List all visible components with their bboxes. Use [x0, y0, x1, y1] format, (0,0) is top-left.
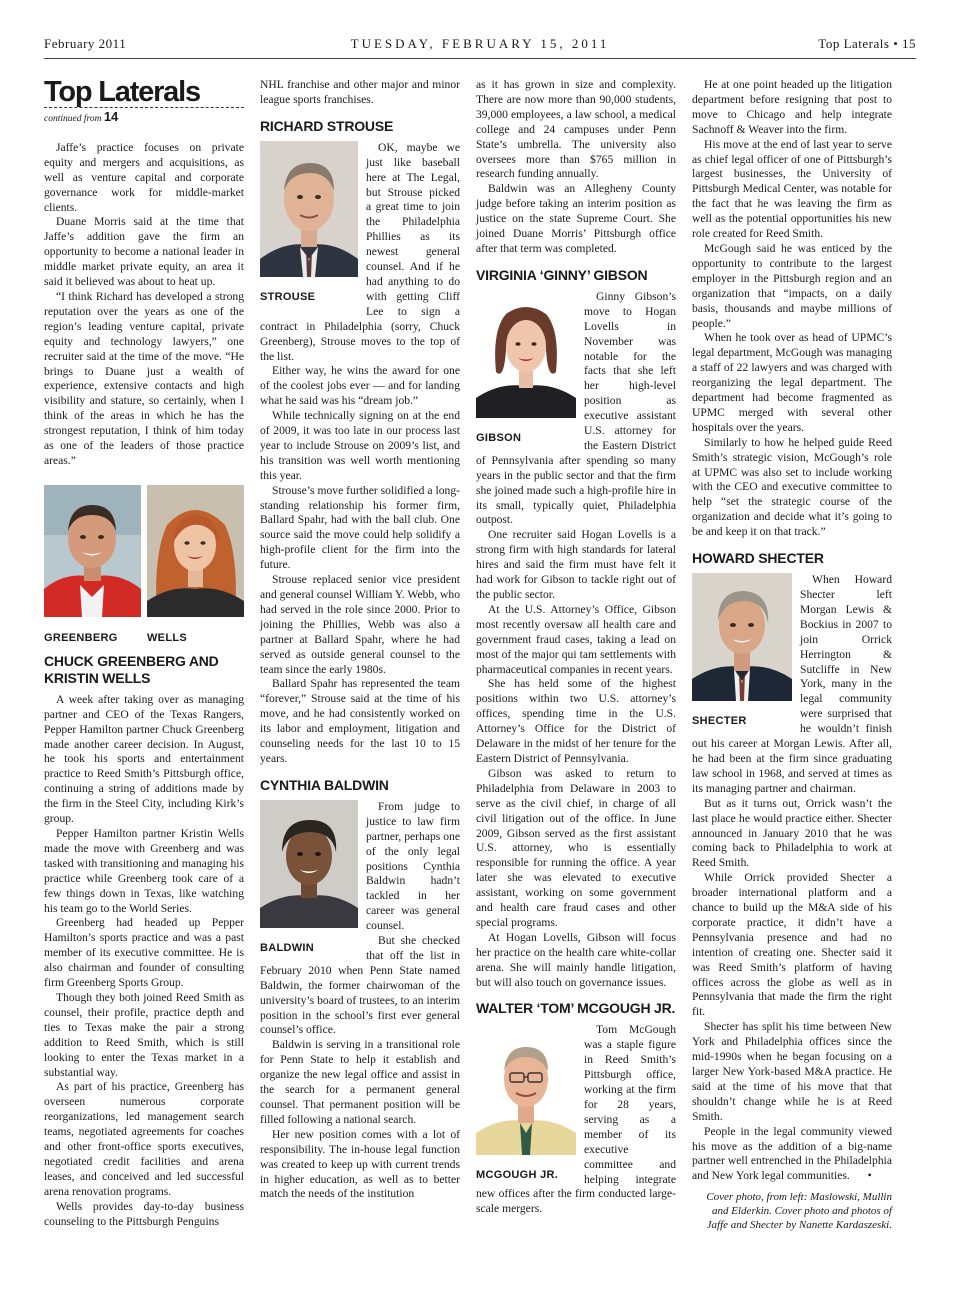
paragraph: While Orrick provided Shecter a broader international platform and a chance to build up the M&A side of his corporate practice, it didn’t have a Pennsylvania presence and had no intention of creating one. Shecter said it was Reed Smith’s platform of having offices across the globe as well as in Pennsylvania that made the firm the right fit. [692, 871, 892, 1019]
paragraph: But she checked that off the list in February 2010 when Penn State named Baldwin, the former chairwoman of the university’s board of trustees, to an interim position in the school’s first ever general counsel’s office. [260, 934, 460, 1037]
paragraph: At the U.S. Attorney’s Office, Gibson most recently oversaw all health care and government fraud cases, taking a lead on most of the major qui tam settlements with pharmaceutical companies in recent years. [476, 602, 676, 676]
baldwin-photo [260, 800, 358, 933]
paragraph: A week after taking over as managing partner and CEO of the Texas Rangers, Pepper Hamilton partner Chuck Greenberg made another career decision. In August, he took his sports and entertainment practice to Reed Smith’s Pittsburgh office, continuing a string of additions made by the firm in the Steel City, including Kirk’s group. [44, 692, 244, 826]
column-4 [692, 78, 892, 1232]
wells-caption: WELLS [147, 631, 187, 644]
header-rule [44, 58, 916, 59]
greenberg-caption: GREENBERG [44, 631, 118, 644]
paragraph: Though they both joined Reed Smith as counsel, their profile, practice depth and ties to Texas make the pair a strong addition to Reed Smith, which is still looking to enter the Texas market in a substantial way. [44, 990, 244, 1079]
paragraph: As part of his practice, Greenberg has overseen numerous corporate reorganizations, led management search teams, negotiated agreements for coaches and other front-office sports executives, negotiated credit facilities and arena leases, and conceived and led successful arena renovation programs. [44, 1080, 244, 1198]
subhead-gibson: VIRGINIA ‘GINNY’ GIBSON [476, 266, 648, 283]
subhead-shecter: HOWARD SHECTER [692, 550, 824, 567]
running-header [44, 36, 916, 56]
continued-label: continued from [44, 114, 102, 124]
mcgough-photo-block [476, 1023, 576, 1183]
strouse-photo [260, 141, 358, 282]
continued-from [44, 110, 244, 127]
subhead-strouse: RICHARD STROUSE [260, 117, 394, 134]
gibson-photo-block [476, 290, 576, 446]
paragraph: Baldwin was an Allegheny County judge before taking an interim position as justice on the state Supreme Court. She joined Duane Morris’ Pittsburgh office after that term was completed. [476, 182, 676, 255]
paragraph: But as it turns out, Orrick wasn’t the last place he would practice either. Shecter announced in January 2010 that he was coming back to Philadelphia to work at Reed Smith. [692, 796, 892, 870]
paragraph: He at one point headed up the litigation department before resigning that post to move to Chicago and help integrate Sachnoff & Weaver into the firm. [692, 78, 892, 136]
paragraph: Duane Morris said at the time that Jaffe’s addition gave the firm an opportunity to become a national leader in middle market private equity, an area it said it believed was about to heat up. [44, 215, 244, 289]
gibson-caption: GIBSON [476, 431, 522, 444]
paragraph: Baldwin is serving in a transitional role for Penn State to help it establish and organize the new legal office and assist in the search for a permanent general counsel. That permanent position will be filled following a national search. [260, 1038, 460, 1126]
end-mark: • [861, 1169, 872, 1183]
section-kicker: Top Laterals [44, 78, 244, 108]
greenberg-photo [44, 485, 141, 617]
paragraph: Tom McGough was a staple figure in Reed Smith’s Pittsburgh office, working at the firm for 28 years, serving as a member of its executive committee and helping integrate new offices after the firm conducted large-scale mergers. [476, 1023, 676, 1216]
shecter-caption: SHECTER [692, 715, 747, 727]
paragraph: Similarly to how he helped guide Reed Smith’s strategic vision, McGough’s role at UPMC was also set to include working with the CEO and executive committee to help “set the strategic course of the organization and decide what it’s going to be and keep it on that track.” [692, 435, 892, 539]
paragraph: Wells provides day-to-day business counseling to the Pittsburgh Penguins [44, 1199, 244, 1228]
subhead-greenberg-wells: CHUCK GREENBERG AND KRISTIN WELLS [44, 652, 219, 686]
paragraph: His move at the end of last year to serve as chief legal officer of one of Pittsburgh’s largest businesses, the University of Pittsburgh Medical Center, was notable for the fact that he was leaving the firm as well as the potential opportunities his new role created for Reed Smith. [692, 137, 892, 241]
paragraph: When Howard Shecter left Morgan Lewis & Bockius in 2007 to join Orrick Herrington & Sutcliffe in New York, many in the legal community were surprised that he wouldn’t finish out his career at Morgan Lewis. After all, he had been at the firm since graduating law school in 1968, and served at times as its managing partner and chairman. [692, 573, 892, 795]
mcgough-photo [476, 1023, 576, 1160]
paragraph: OK, maybe we just like baseball here at The Legal, but Strouse picked a great time to join the Philadelphia Phillies as its newest general counsel. And if he had anything to do with getting Cliff Lee to sign a contract in Philadelphia (sorry, Chuck Greenberg), Strouse moves to the top of the list. [260, 140, 460, 363]
subhead-baldwin: CYNTHIA BALDWIN [260, 776, 389, 793]
paragraph: Pepper Hamilton partner Kristin Wells made the move with Greenberg and was tasked with transitioning and managing his practice while Greenberg took care of a few things down in Texas, like watching his team go to the World Series. [44, 827, 244, 915]
photo-credit: Cover photo, from left: Maslowski, Mullin and Elderkin. Cover photo and photos of Jaffe and Shecter by Nanette Kardaszeski. [706, 1191, 892, 1232]
paragraph: Strouse’s move further solidified a long-standing relationship his former firm, Ballard Spahr, had with the ball club. One source said the move could help solidify a high-profile client for the firm into the future. [260, 483, 460, 572]
paragraph: People in the legal community viewed his move as the addition of a big-name partner well entrenched in the Philadelphia and New York legal communities. • [692, 1124, 892, 1183]
paragraph: as it has grown in size and complexity. There are now more than 90,000 students, 39,000 employees, a law school, a medical college and 24 campuses under Penn State’s umbrella. The university also oversees more than $765 million in research funding annually. [476, 78, 676, 181]
article-body-col1 [44, 141, 244, 469]
paragraph: Shecter has split his time between New York and Philadelphia offices since the mid-1990s when he began focusing on a larger New York-based M&A practice. He said at the time of his move that that shouldn’t change while he is at Reed Smith. [692, 1020, 892, 1123]
paragraph: She has held some of the highest positions within two U.S. attorney’s offices, spending time in the U.S. Attorney’s Office for the District of Delaware in the midst of her tenure for the Eastern District of Pennsylvania. [476, 677, 676, 765]
photo-pair [44, 485, 244, 643]
continued-page: 14 [103, 109, 119, 124]
article-body-greenberg [44, 693, 244, 1230]
baldwin-photo-block [260, 800, 358, 956]
shecter-photo-block [692, 573, 792, 729]
paragraph: Greenberg had headed up Pepper Hamilton’s sports practice and was a past member of its executive committee. He is also chairman and founder of consulting firm Greenberg Sports Group. [44, 916, 244, 990]
paragraph: Gibson was asked to return to Philadelphia from Delaware in 2003 to serve as the civil chief, in charge of all civil litigation out of the office. In June 2009, Gibson served as the first assistant U.S. attorney, who is essentially responsible for running the office. A year later she was elevated to executive assistant, working on some government and health care fraud cases and other special programs. [476, 766, 676, 929]
paragraph: Her new position comes with a lot of responsibility. The in-house legal function was created to keep up with current trends in higher education, as well as to better match the needs of the institution [260, 1127, 460, 1201]
strouse-caption: STROUSE [260, 290, 316, 303]
header-section-page: Top Laterals • 15 [818, 36, 916, 51]
paragraph: One recruiter said Hogan Lovells is a strong firm with high standards for lateral hires and said the firm must have felt it had work for Gibson to tackle right out of the public sector. [476, 528, 676, 601]
paragraph: Ginny Gibson’s move to Hogan Lovells in November was notable for the facts that she left her high-level position as executive assistant U.S. attorney for the Eastern District of Pennsylvania after spending so many years in the public sector and that the firm she joined made such a high-profile hire in its small, typically quiet, Philadelphia outpost. [476, 289, 676, 527]
carryover-body-col3 [476, 78, 676, 257]
paragraph: “I think Richard has developed a strong reputation over the years as one of the region’s leading venture capital, private equity and technology lawyers,” one recruiter said at the time of the move. “He brings to Duane just a wealth of experience, extensive contacts and high visibility and stature, so certainly, when I think of the areas in which he has the strongest reputation, I think of him today as one of the leaders of those practice areas.” [44, 289, 244, 467]
column-2 [260, 78, 460, 1202]
paragraph: Jaffe’s practice focuses on private equity and mergers and acquisitions, as well as venture capital and corporate governance work for middle-market clients. [44, 140, 244, 214]
wells-photo [147, 485, 244, 617]
gibson-photo [476, 290, 576, 423]
paragraph: Either way, he wins the award for one of the coolest jobs ever — and for landing what he said was his “dream job.” [260, 364, 460, 408]
article-body-mcgough-cont [692, 78, 892, 540]
column-1 [44, 78, 244, 1229]
column-3 [476, 78, 676, 1217]
paragraph: Strouse replaced senior vice president and general counsel William Y. Webb, who had served in the role since 2000. Prior to joining the Phillies, Webb was also a partner at Ballard Spahr, where he had served as outside general counsel to the team since the early 1980s. [260, 573, 460, 676]
mcgough-caption: MCGOUGH JR. [476, 1169, 559, 1182]
paragraph: At Hogan Lovells, Gibson will focus her practice on the health care white-collar arena. She will mainly handle litigation, but will also touch on governance issues. [476, 930, 676, 989]
paragraph: While technically signing on at the end of 2009, it was too late in our process last year to include Strouse on 2009’s list, and his transition was well worth mentioning this year. [260, 409, 460, 482]
paragraph: McGough said he was enticed by the opportunity to contribute to the largest employer in the Pittsburgh region and an organization that “impacts, on a daily basis, thousands and maybe millions of people.” [692, 241, 892, 330]
paragraph: When he took over as head of UPMC’s legal department, McGough was managing a staff of 22 lawyers and was charged with reorganizing the legal department. The department had become fragmented as UPMC merged with several other hospitals over the years. [692, 331, 892, 434]
header-date-left: February 2011 [44, 36, 127, 51]
paragraph: From judge to justice to law firm partner, perhaps one of the only legal positions Cynthia Baldwin hadn’t tackled in her career was general counsel. [366, 799, 460, 933]
carryover-text: NHL franchise and other major and minor league sports franchises. [260, 78, 460, 106]
strouse-photo-block [260, 141, 358, 305]
header-date-center: TUESDAY, FEBRUARY 15, 2011 [350, 36, 610, 51]
subhead-mcgough: WALTER ‘TOM’ MCGOUGH JR. [476, 1000, 676, 1017]
shecter-photo [692, 573, 792, 706]
paragraph: Ballard Spahr has represented the team “forever,” Strouse said at the time of his move, and he had consistently worked on its labor and employment, litigation and counseling needs for the last 10 to 15 years. [260, 677, 460, 765]
baldwin-caption: BALDWIN [260, 941, 315, 954]
